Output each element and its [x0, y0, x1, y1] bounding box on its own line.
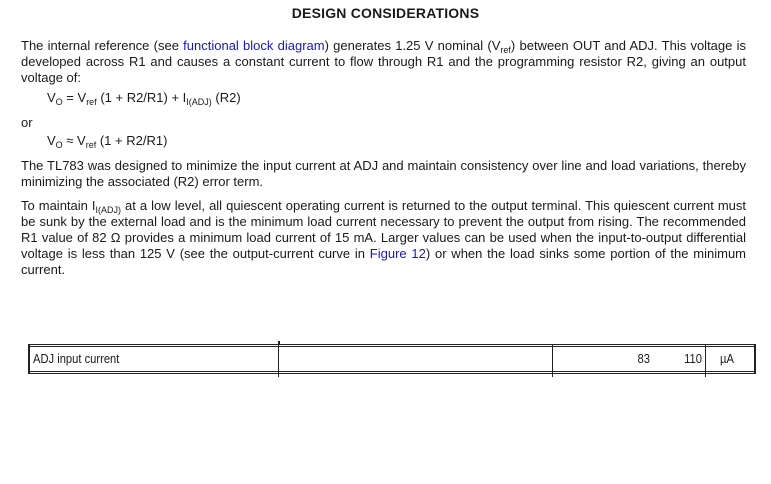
eq-subscript: ref: [85, 140, 97, 150]
eq-text: = V: [62, 90, 87, 105]
eq-text: ≈ V: [62, 133, 86, 148]
section-title: DESIGN CONSIDERATIONS: [291, 5, 480, 21]
subscript-ref: ref: [500, 45, 511, 55]
eq-text: (1 + R2/R1): [96, 133, 168, 148]
paragraph-quiescent-current: [21, 198, 746, 278]
paragraph-internal-reference: [21, 38, 746, 86]
eq-subscript: I(ADJ): [186, 97, 212, 107]
table-line: [28, 371, 756, 372]
text-run: The internal reference (see: [21, 38, 184, 53]
equation-output-voltage: [47, 90, 241, 106]
figure-12-link[interactable]: Figure 12: [369, 246, 426, 261]
max-value-cell: 110: [684, 351, 702, 366]
eq-subscript: O: [55, 140, 63, 150]
table-line: [552, 344, 553, 377]
paragraph-tl783-design: The TL783 was designed to minimize the input current at ADJ and maintain consistency over line and load variations, thereby minimizing the associated (R2) error term.: [21, 158, 746, 189]
text-run: To maintain I: [21, 198, 96, 213]
eq-subscript: ref: [86, 97, 97, 107]
text-run: ) between OUT and ADJ. This voltage is developed across R1 and causes a constant current to flow through R1 and the programming resistor R2, giving an output voltage of:: [21, 38, 746, 85]
functional-block-diagram-link[interactable]: functional block diagram: [183, 38, 325, 53]
table-line: [28, 346, 756, 347]
table-line: [754, 344, 756, 374]
parameter-cell: ADJ input current: [33, 351, 120, 366]
text-run: at a low level, all quiescent operating current is returned to the output terminal. This quiescent current must be sunk by the external load and is the minimum load current necessary to prevent the output from rising. The recommended R1 value of 82 Ω provides a minimum load current of 15 mA. Larger values can be used when the input-to-output differential voltage is less than 125 V (see the output-current curve in: [21, 198, 746, 261]
text-run: ) or when the load sinks some portion of the minimum current.: [21, 246, 747, 277]
subscript-iadj: I(ADJ): [95, 205, 122, 215]
unit-cell: µA: [720, 351, 734, 366]
table-line: [278, 341, 280, 344]
eq-text: (R2): [211, 90, 241, 105]
eq-subscript: O: [55, 97, 63, 107]
typ-value-cell: 83: [637, 351, 650, 366]
table-line: [28, 344, 756, 345]
text-run: ) generates 1.25 V nominal (V: [324, 38, 501, 53]
or-connector: or: [21, 115, 33, 130]
table-line: [28, 373, 756, 374]
eq-text: (1 + R2/R1) + I: [96, 90, 187, 105]
table-line: [705, 344, 706, 377]
table-line: [28, 344, 30, 374]
eq-symbol: V: [47, 133, 56, 148]
table-line: [278, 344, 279, 377]
eq-symbol: V: [47, 90, 56, 105]
equation-approx-output-voltage: [47, 133, 167, 149]
